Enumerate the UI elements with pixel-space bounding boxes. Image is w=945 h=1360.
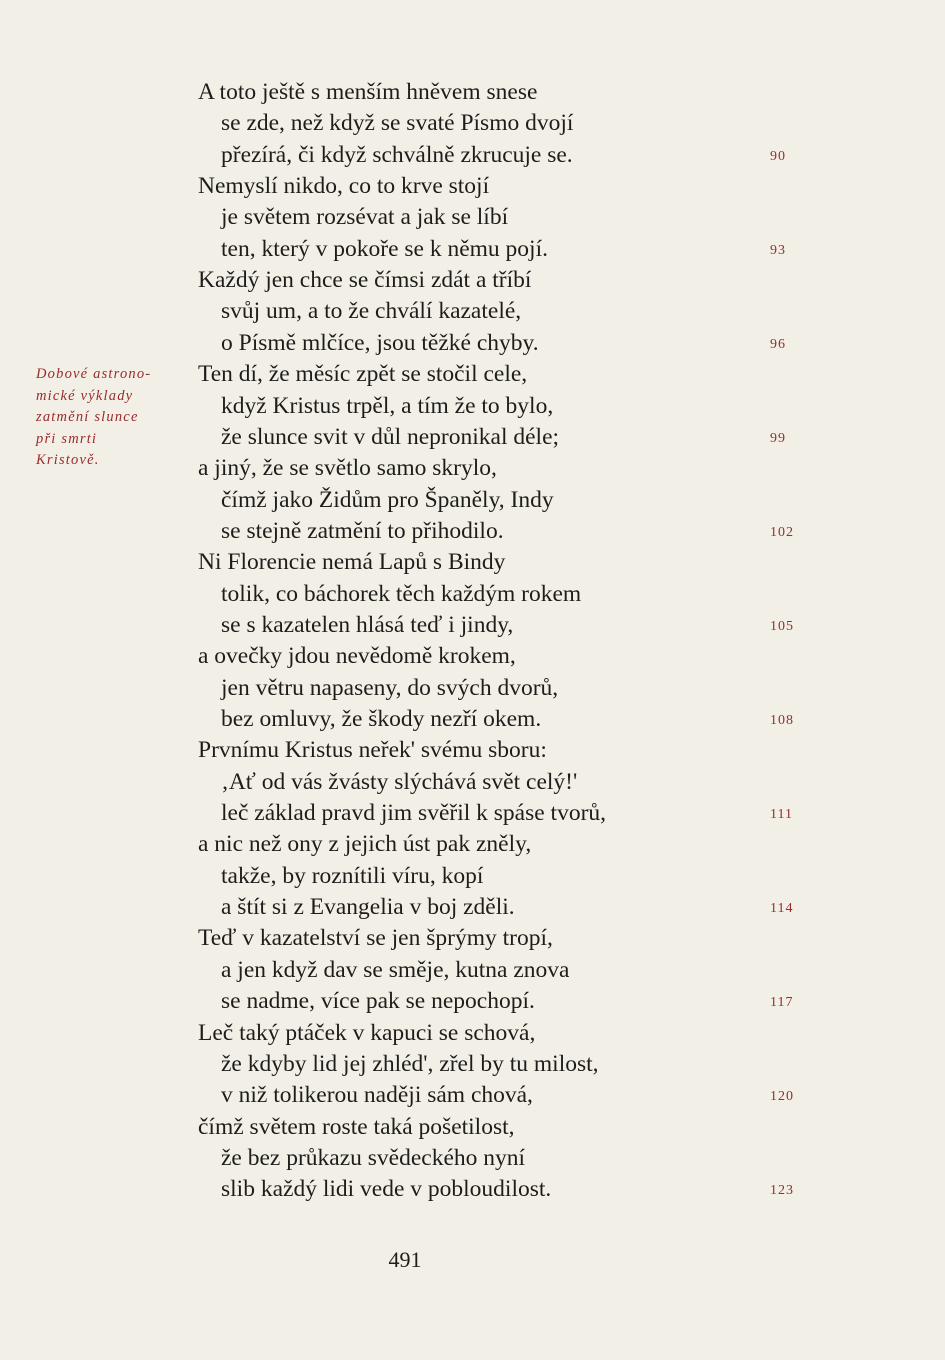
line-number: 123 <box>770 1183 794 1199</box>
verse-line: Teď v kazatelství se jen šprýmy tropí, <box>198 925 553 952</box>
verse-line: bez omluvy, že škody nezří okem. <box>221 706 542 732</box>
verse-line: jen větru napaseny, do svých dvorů, <box>221 674 559 701</box>
verse-line: ten, který v pokoře se k němu pojí. <box>221 235 548 262</box>
verse-line: leč základ pravd jim svěřil k spáse tvorů, <box>221 800 607 827</box>
verse-line: se nadme, více pak se nepochopí. <box>221 988 535 1015</box>
verse-line: takže, by roznítili víru, kopí <box>221 862 484 889</box>
margin-note-line: zatmění slunce <box>36 409 139 425</box>
margin-note-line: Kristově. <box>36 452 100 468</box>
verse-line: v niž tolikerou naději sám chová, <box>221 1082 533 1109</box>
page-number <box>0 1247 820 1273</box>
line-number: 96 <box>770 336 786 352</box>
verse-line: Nemyslí nikdo, co to krve stojí <box>198 173 490 200</box>
line-number: 111 <box>770 807 793 823</box>
verse-line: svůj um, a to že chválí kazatelé, <box>221 298 522 325</box>
margin-note-line: mické výklady <box>36 387 134 404</box>
verse-line: Leč taký ptáček v kapuci se schová, <box>198 1019 536 1046</box>
verse-line: Prvnímu Kristus neřek' svému sboru: <box>198 737 547 764</box>
verse-line: se s kazatelen hlásá teď i jindy, <box>221 611 514 638</box>
verse-line: se zde, než když se svaté Písmo dvojí <box>221 110 574 137</box>
verse-line: Ten dí, že měsíc zpět se stočil cele, <box>198 361 528 388</box>
verse-line: že slunce svit v důl nepronikal déle; <box>221 423 560 450</box>
verse-line: čímž jako Židům pro Španěly, Indy <box>221 486 554 513</box>
verse-line: a štít si z Evangelia v boj zděli. <box>221 894 515 921</box>
line-number: 93 <box>770 242 786 258</box>
verse-line: o Písmě mlčíce, jsou těžké chyby. <box>221 329 539 356</box>
verse-line: čímž světem roste taká pošetilost, <box>198 1113 515 1140</box>
verse-line: přezírá, či když schválně zkrucuje se. <box>221 141 573 168</box>
verse-line: se stejně zatmění to přihodilo. <box>221 517 504 544</box>
margin-note-line: Dobové astrono- <box>36 366 152 382</box>
line-number: 105 <box>770 618 794 634</box>
line-number: 114 <box>770 901 794 917</box>
verse-line: Ni Florencie nemá Lapů s Bindy <box>198 549 506 576</box>
verse-line: a jen když dav se směje, kutna znova <box>221 956 570 983</box>
verse-line: Každý jen chce se čímsi zdát a tříbí <box>198 267 532 294</box>
page-number-text: 491 <box>388 1247 422 1272</box>
verse-line: a jiný, že se světlo samo skrylo, <box>198 455 497 482</box>
line-number: 120 <box>770 1089 794 1105</box>
verse-line: slib každý lidi vede v pobloudilost. <box>221 1176 552 1203</box>
verse-line: že bez průkazu svědeckého nyní <box>221 1144 526 1171</box>
verse-line: ‚Ať od vás žvásty slýchává svět celý!' <box>221 768 578 795</box>
verse-line: že kdyby lid jej zhléd', zřel by tu milost, <box>221 1050 599 1077</box>
verse-line: A toto ještě s menším hněvem snese <box>198 79 538 105</box>
verse-line: a ovečky jdou nevědomě krokem, <box>198 643 516 670</box>
line-number: 90 <box>770 148 786 164</box>
margin-note <box>36 364 186 472</box>
verse-line: je světem rozsévat a jak se líbí <box>221 204 509 231</box>
line-number: 108 <box>770 713 794 728</box>
line-number: 117 <box>770 995 794 1011</box>
verse-line: tolik, co báchorek těch každým rokem <box>221 580 582 607</box>
verse-line: a nic než ony z jejich úst pak zněly, <box>198 831 532 858</box>
line-number: 99 <box>770 430 786 446</box>
margin-note-line: při smrti <box>36 430 98 447</box>
line-number: 102 <box>770 524 794 540</box>
verse-line: když Kristus trpěl, a tím že to bylo, <box>221 392 554 419</box>
